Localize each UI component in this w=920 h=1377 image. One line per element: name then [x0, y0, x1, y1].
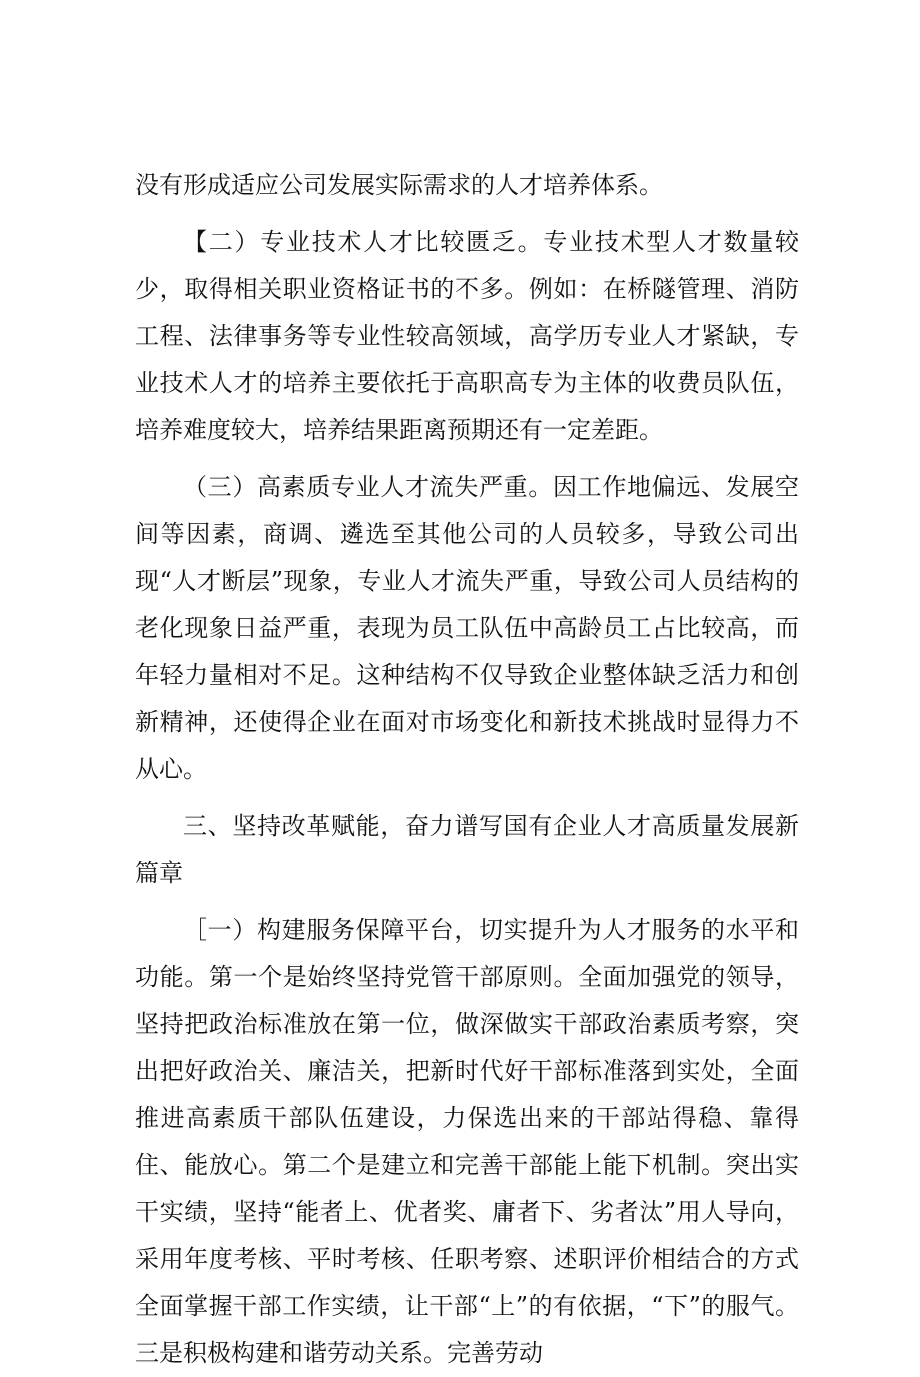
- section-heading-three: 三、坚持改革赋能，奋力谱写国有企业人才高质量发展新篇章: [135, 812, 799, 887]
- paragraph-continuation: 没有形成适应公司发展实际需求的人才培养体系。: [135, 171, 663, 199]
- document-body: [135, 162, 799, 1377]
- paragraph-section-3: （三）高素质专业人才流失严重。因工作地偏远、发展空间等因素，商调、遴选至其他公司的人员较多，导致公司出现“人才断层”现象，专业人才流失严重，导致公司人员结构的老化现象日益严重，表现为员工队伍中高龄员工占比较高，而年轻力量相对不足。这种结构不仅导致企业整体缺乏活力和创新精神，还使得企业在面对市场变化和新技术挑战时显得力不从心。: [135, 473, 799, 783]
- paragraph-subsection-1: ［一）构建服务保障平台，切实提升为人才服务的水平和功能。第一个是始终坚持党管干部原则。全面加强党的领导，坚持把政治标准放在第一位，做深做实干部政治素质考察，突出把好政治关、廉洁关，把新时代好干部标准落到实处，全面推进高素质干部队伍建设，力保选出来的干部站得稳、靠得住、能放心。第二个是建立和完善干部能上能下机制。突出实干实绩，坚持“能者上、优者奖、庸者下、劣者汰”用人导向，采用年度考核、平时考核、任职考察、述职评价相结合的方式全面掌握干部工作实绩，让干部“上”的有依据，“下”的服气。三是积极构建和谐劳动关系。完善劳动: [135, 916, 799, 1367]
- paragraph-section-2: 【二）专业技术人才比较匮乏。专业技术型人才数量较少，取得相关职业资格证书的不多。例如：在桥隧管理、消防工程、法律事务等专业性较高领域，高学历专业人才紧缺，专业技术人才的培养主要依托于高职高专为主体的收费员队伍，培养难度较大，培养结果距离预期还有一定差距。: [135, 228, 799, 444]
